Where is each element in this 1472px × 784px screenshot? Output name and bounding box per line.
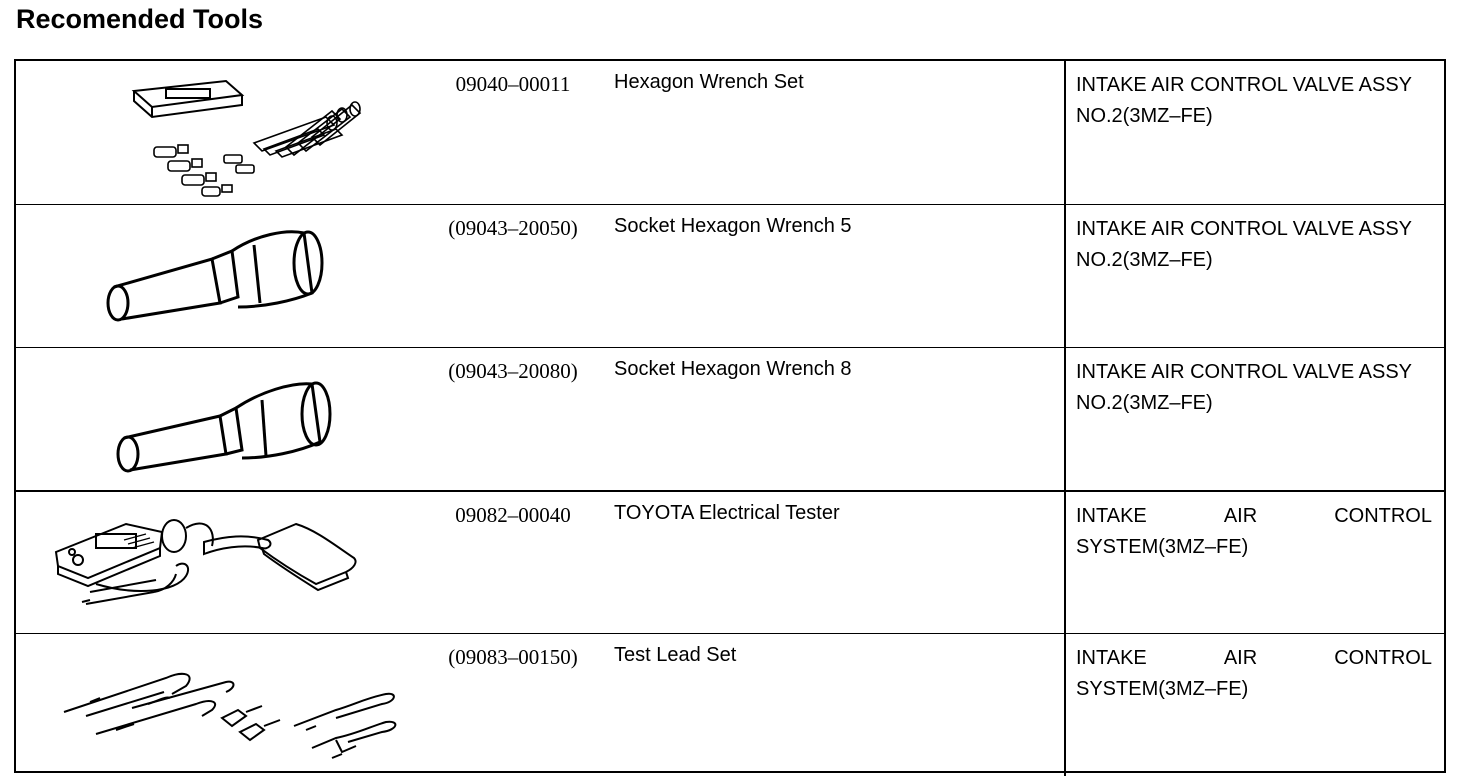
usage-word: CONTROL <box>1334 647 1432 669</box>
table-row <box>16 633 1444 776</box>
usage-line: SYSTEM(3MZ–FE) <box>1076 678 1249 700</box>
tool-usage <box>1076 214 1432 276</box>
table-row <box>16 347 1444 490</box>
socket-hexagon-wrench-5-illustration <box>36 209 416 343</box>
usage-line: NO.2(3MZ–FE) <box>1076 392 1213 414</box>
usage-line: INTAKE AIR CONTROL VALVE ASSY <box>1076 74 1413 96</box>
part-number: 09040–00011 <box>455 72 571 96</box>
part-number: 09082–00040 <box>455 503 571 527</box>
column-divider <box>1064 205 1066 347</box>
column-divider <box>1064 61 1066 204</box>
usage-line: SYSTEM(3MZ–FE) <box>1076 536 1249 558</box>
column-divider <box>1064 634 1066 776</box>
tool-name: Socket Hexagon Wrench 8 <box>614 358 852 380</box>
column-divider <box>1064 348 1066 490</box>
usage-line <box>1076 501 1432 532</box>
hexagon-wrench-set-illustration <box>36 65 416 199</box>
tool-usage <box>1076 643 1432 705</box>
tool-name: TOYOTA Electrical Tester <box>614 502 840 524</box>
usage-line: INTAKE AIR CONTROL VALVE ASSY <box>1076 218 1413 240</box>
column-divider <box>1064 492 1066 633</box>
usage-word: AIR <box>1223 647 1258 669</box>
tool-usage <box>1076 70 1432 132</box>
table-row <box>16 490 1444 633</box>
usage-line: NO.2(3MZ–FE) <box>1076 105 1213 127</box>
part-number: (09083–00150) <box>448 645 578 669</box>
tool-name: Hexagon Wrench Set <box>614 71 804 93</box>
electrical-tester-illustration <box>36 496 416 630</box>
tool-name: Socket Hexagon Wrench 5 <box>614 215 852 237</box>
part-number: (09043–20080) <box>448 359 578 383</box>
tools-table <box>14 59 1446 773</box>
page-title: Recomended Tools <box>16 4 264 34</box>
usage-line <box>1076 643 1432 674</box>
tool-usage <box>1076 357 1432 419</box>
test-lead-set-illustration <box>36 638 416 772</box>
usage-word: AIR <box>1223 505 1258 527</box>
socket-hexagon-wrench-8-illustration <box>36 352 416 486</box>
usage-line: INTAKE AIR CONTROL VALVE ASSY <box>1076 361 1413 383</box>
table-row <box>16 204 1444 347</box>
usage-word: INTAKE <box>1076 647 1147 669</box>
part-number: (09043–20050) <box>448 216 578 240</box>
tool-usage <box>1076 501 1432 563</box>
table-row <box>16 61 1444 204</box>
usage-line: NO.2(3MZ–FE) <box>1076 249 1213 271</box>
tool-name: Test Lead Set <box>614 644 737 666</box>
usage-word: INTAKE <box>1076 505 1147 527</box>
usage-word: CONTROL <box>1334 505 1432 527</box>
